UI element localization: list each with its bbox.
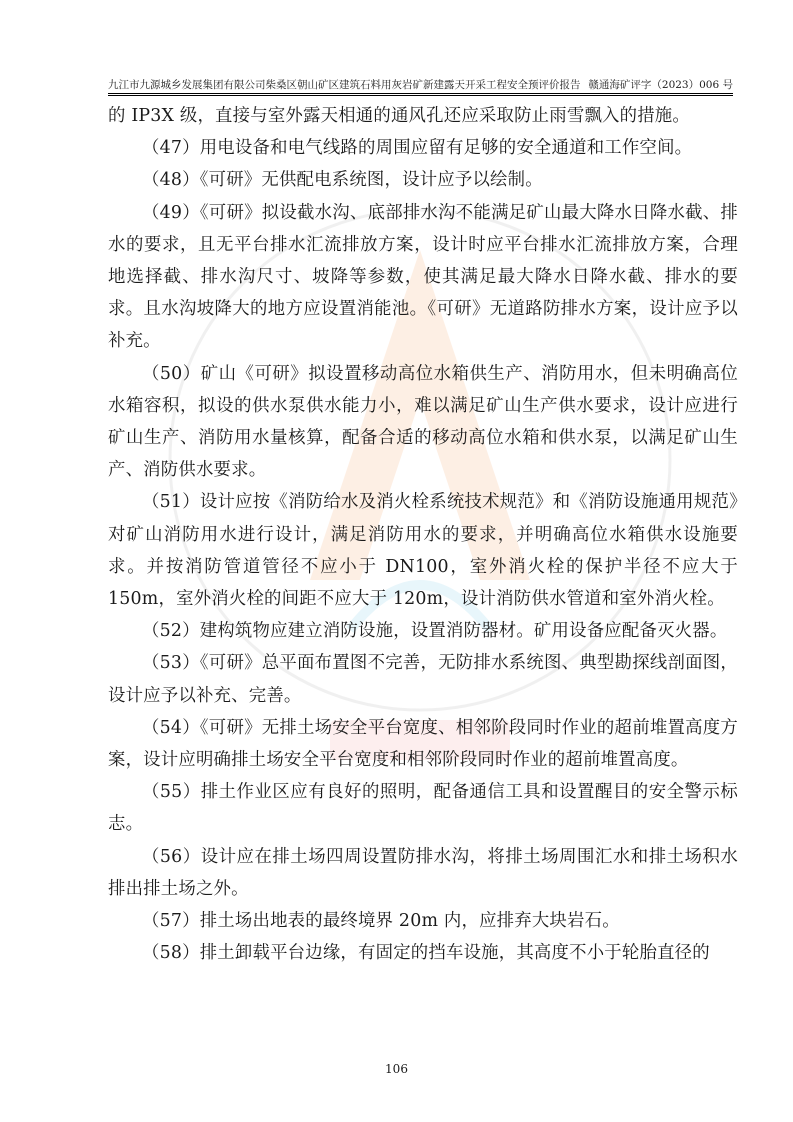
paragraph-58: （58）排土卸载平台边缘，有固定的挡车设施，其高度不小于轮胎直径的: [142, 943, 710, 964]
paragraph-49: （49）《可研》拟设截水沟、底部排水沟不能满足矿山最大降水日降水截、排水的要求，且无平台排水汇流排放方案，设计时应平台排水汇流排放方案，合理地选择截、排水沟尺寸、坡降等参数，使其满足最大降水日降水截、排水的要求。且水沟坡降大的地方应设置消能池。《可研》无道路防排水方案，设计应予以补充。: [108, 202, 738, 352]
header-report-title: 九江市九源城乡发展集团有限公司柴桑区朝山矿区建筑石料用灰岩矿新建露天开采工程安全预评价报告: [108, 79, 581, 91]
header-divider: [108, 93, 733, 94]
paragraph-54: （54）《可研》无排土场安全平台宽度、相邻阶段同时作业的超前堆置高度方案，设计应明确排土场安全平台宽度和相邻阶段同时作业的超前堆置高度。: [108, 717, 738, 771]
paragraph-52: （52）建构筑物应建立消防设施，设置消防器材。矿用设备应配备灭火器。: [142, 621, 728, 642]
paragraph-50: （50）矿山《可研》拟设置移动高位水箱供生产、消防用水，但未明确高位水箱容积，拟设的供水泵供水能力小，难以满足矿山生产供水要求，设计应进行矿山生产、消防用水量核算，配备合适的移动高位水箱和供水泵，以满足矿山生产、消防供水要求。: [108, 363, 738, 481]
paragraph-56: （56）设计应在排土场四周设置防排水沟，将排土场周围汇水和排土场积水排出排土场之外。: [108, 846, 738, 899]
header-divider-thin: [108, 95, 733, 96]
header-report-number: 赣通海矿评字（2023）006 号: [588, 79, 733, 91]
paragraph-48: （48）《可研》无供配电系统图，设计应予以绘制。: [142, 170, 543, 191]
paragraph-47: （47）用电设备和电气线路的周围应留有足够的安全通道和工作空间。: [142, 138, 693, 159]
page-header: [108, 78, 733, 92]
paragraph-51: （51）设计应按《消防给水及消火栓系统技术规范》和《消防设施通用规范》对矿山消防用水进行设计，满足消防用水的要求，并明确高位水箱供水设施要求。并按消防管道管径不应小于 DN100，室外消火栓的保护半径不应大于 150m，室外消火栓的间距不应大于 120m，设计消防供水管道和室外消火栓。: [108, 492, 738, 610]
paragraph-53: （53）《可研》总平面布置图不完善，无防排水系统图、典型勘探线剖面图，设计应予以补充、完善。: [108, 653, 738, 706]
paragraph-55: （55）排土作业区应有良好的照明，配备通信工具和设置醒目的安全警示标志。: [108, 782, 738, 835]
paragraph-57: （57）排土场出地表的最终境界 20m 内，应排弃大块岩石。: [142, 911, 620, 932]
document-body: [108, 100, 738, 969]
page-number: 106: [385, 1062, 408, 1076]
paragraph-continuation: 的 IP3X 级，直接与室外露天相通的通风孔还应采取防止雨雪飘入的措施。: [108, 106, 690, 126]
